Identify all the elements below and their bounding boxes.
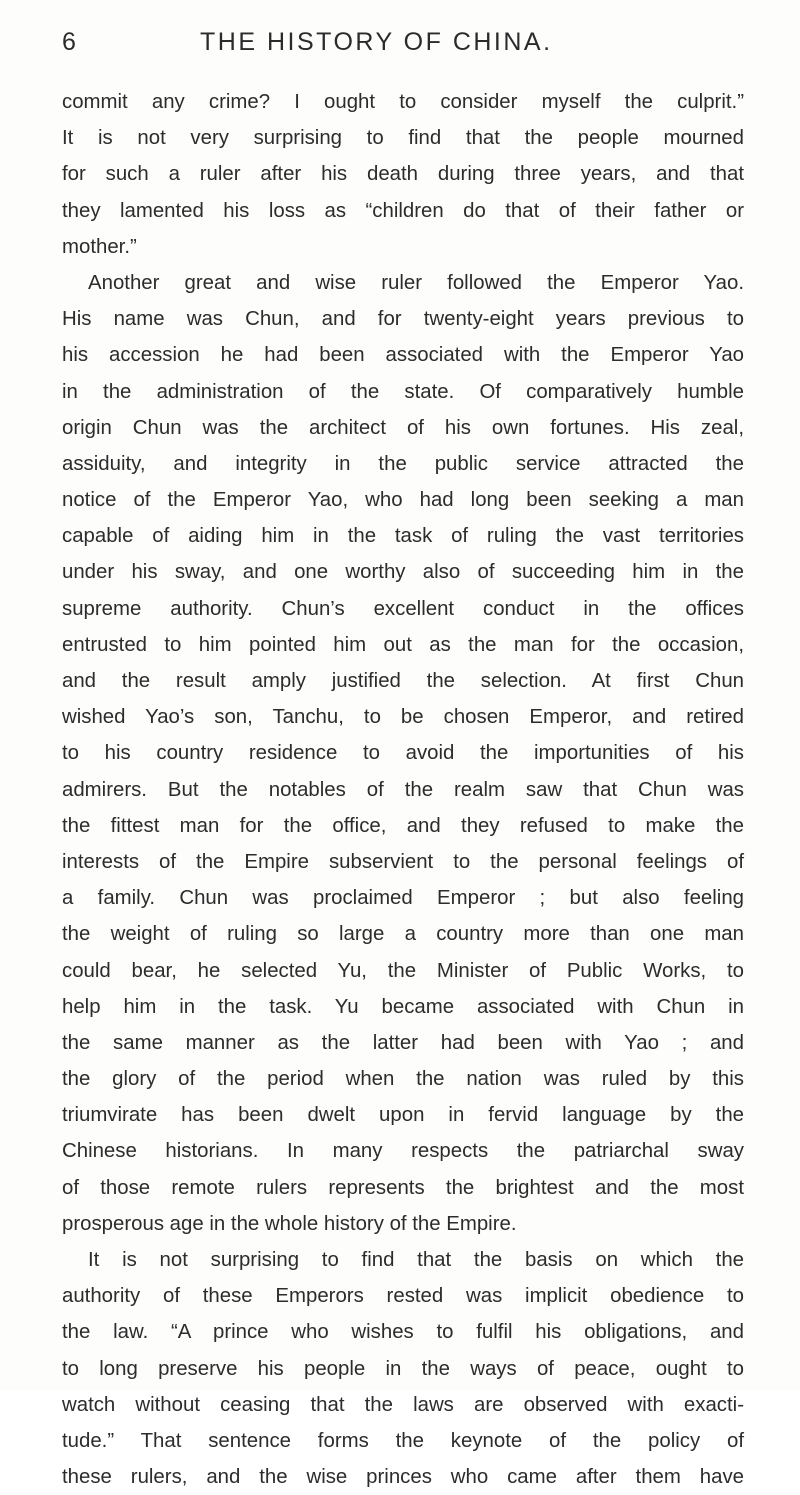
- text-line: commit any crime? I ought to consider myself the culprit.”: [62, 91, 744, 113]
- text-line: assiduity, and integrity in the public service attracted the: [62, 452, 744, 475]
- text-line: and the result amply justified the selection. At first Chun: [62, 670, 744, 692]
- text-line: admirers. But the notables of the realm saw that Chun was: [62, 778, 744, 801]
- text-line: It is not surprising to find that the basis on which the: [88, 1249, 744, 1271]
- text-line: the same manner as the latter had been with Yao ; and: [62, 1031, 744, 1054]
- text-line: for such a ruler after his death during three years, and that: [62, 163, 744, 186]
- text-line: the weight of ruling so large a country more than one man: [62, 923, 744, 946]
- text-line: capable of aiding him in the task of ruling the vast territories: [62, 525, 744, 548]
- text-line: a family. Chun was proclaimed Emperor ; but also feeling: [62, 887, 744, 910]
- text-line: his accession he had been associated with the Emperor Yao: [62, 344, 744, 367]
- text-line: wished Yao’s son, Tanchu, to be chosen Emperor, and retired: [62, 706, 744, 729]
- text-line: prosperous age in the whole history of the Empire.: [62, 1212, 517, 1235]
- text-line: interests of the Empire subservient to the personal feelings of: [62, 850, 744, 873]
- text-line: under his sway, and one worthy also of succeeding him in the: [62, 561, 744, 584]
- text-line: notice of the Emperor Yao, who had long been seeking a man: [62, 489, 744, 512]
- text-line: watch without ceasing that the laws are observed with exacti-: [62, 1393, 744, 1416]
- running-head: [0, 28, 800, 62]
- text-line: could bear, he selected Yu, the Minister of Public Works, to: [62, 959, 744, 982]
- text-line: of those remote rulers represents the brightest and the most: [62, 1176, 744, 1199]
- text-line: in the administration of the state. Of comparatively humble: [62, 380, 744, 403]
- text-line: Chinese historians. In many respects the patriarchal sway: [62, 1140, 744, 1163]
- text-line: to long preserve his people in the ways of peace, ought to: [62, 1357, 744, 1380]
- text-line: triumvirate has been dwelt upon in fervid language by the: [62, 1104, 744, 1127]
- text-line: the glory of the period when the nation was ruled by this: [62, 1068, 744, 1091]
- text-line: tude.” That sentence forms the keynote of the policy of: [62, 1429, 744, 1452]
- text-line: these rulers, and the wise princes who came after them have: [62, 1466, 744, 1489]
- text-line: His name was Chun, and for twenty-eight years previous to: [62, 308, 744, 331]
- text-line: supreme authority. Chun’s excellent conduct in the offices: [62, 597, 744, 620]
- text-line: Another great and wise ruler followed the Emperor Yao.: [88, 271, 744, 294]
- text-line: origin Chun was the architect of his own fortunes. His zeal,: [62, 416, 744, 439]
- text-line: they lamented his loss as “children do that of their father or: [62, 199, 744, 222]
- text-line: the fittest man for the office, and they refused to make the: [62, 814, 744, 837]
- body-text: [62, 84, 744, 1495]
- running-title: THE HISTORY OF CHINA.: [200, 28, 553, 56]
- text-line: to his country residence to avoid the importunities of his: [62, 742, 744, 765]
- text-line: authority of these Emperors rested was implicit obedience to: [62, 1285, 744, 1308]
- text-line: help him in the task. Yu became associated with Chun in: [62, 995, 744, 1018]
- text-line: the law. “A prince who wishes to fulfil his obligations, and: [62, 1321, 744, 1344]
- page-number: 6: [62, 28, 77, 56]
- text-line: mother.”: [62, 235, 137, 258]
- text-line: It is not very surprising to find that the people mourned: [62, 127, 744, 150]
- text-line: entrusted to him pointed him out as the man for the occasion,: [62, 633, 744, 656]
